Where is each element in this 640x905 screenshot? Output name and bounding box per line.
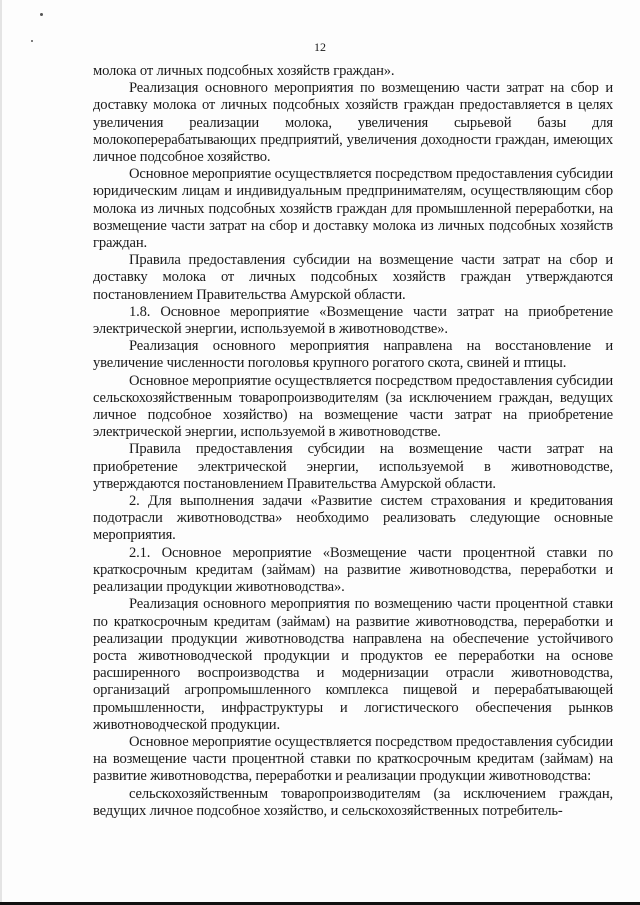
scan-speck bbox=[40, 13, 43, 16]
paragraph: Основное мероприятие осуществляется посредством предоставления субсидии сельскохозяйственным товаропроизводителям (за исключением граждан, ведущих личное подсобное хозяйство) на возмещение части затрат на приобретение электрической энергии, используемой в животноводстве. bbox=[93, 372, 613, 441]
scan-left-edge bbox=[0, 0, 2, 905]
paragraph: Основное мероприятие осуществляется посредством предоставления субсидии юридическим лицам и индивидуальным предпринимателям, осуществляющим сбор молока из личных подсобных хозяйств граждан для промышленной переработки, на возмещение части затрат на сбор и доставку молока из личных подсобных хозяйств граждан. bbox=[93, 166, 613, 252]
paragraph: Правила предоставления субсидии на возмещение части затрат на сбор и доставку молока от личных подсобных хозяйств граждан утверждаются постановлением Правительства Амурской области. bbox=[93, 252, 613, 303]
paragraph: 1.8. Основное мероприятие «Возмещение части затрат на приобретение электрической энергии, используемой в животноводстве». bbox=[93, 303, 613, 338]
paragraph: Реализация основного мероприятия направлена на восстановление и увеличение численности поголовья крупного рогатого скота, свиней и птицы. bbox=[93, 338, 613, 372]
paragraph: Основное мероприятие осуществляется посредством предоставления субсидии на возмещение части процентной ставки по краткосрочным кредитам (займам) на развитие животноводства, переработки и реализации продукции животноводства: bbox=[93, 733, 613, 785]
paragraph: Реализация основного мероприятия по возмещению части затрат на сбор и доставку молока от личных подсобных хозяйств граждан предоставляется в целях увеличения реализации молока, увеличения сырьевой базы для молокоперерабатывающих предприятий, увеличения доходности граждан, имеющих личное подсобное хозяйство. bbox=[93, 80, 613, 166]
paragraph: сельскохозяйственным товаропроизводителям (за исключением граждан, ведущих личное подсобное хозяйство, и сельскохозяйственных потребитель- bbox=[93, 785, 613, 819]
paragraph: молока от личных подсобных хозяйств граждан». bbox=[93, 63, 395, 79]
page-number: 12 bbox=[314, 40, 326, 54]
paragraph: 2.1. Основное мероприятие «Возмещение части процентной ставки по краткосрочным кредитам (займам) на развитие животноводства, переработки и реализации продукции животноводства». bbox=[93, 544, 613, 596]
paragraph: 2. Для выполнения задачи «Развитие систем страхования и кредитования подотрасли животноводства» необходимо реализовать следующие основные мероприятия. bbox=[93, 493, 613, 544]
paragraph: Правила предоставления субсидии на возмещение части затрат на приобретение электрической энергии, используемой в животноводстве, утверждаются постановлением Правительства Амурской области. bbox=[93, 441, 613, 492]
paragraph: Реализация основного мероприятия по возмещению части процентной ставки по краткосрочным кредитам (займам) на развитие животноводства, переработки и реализации продукции животноводства направлена на обеспечение устойчивого роста животноводческой продукции и продуктов ее переработки на основе расширенного воспроизводства и модернизации отрасли животноводства, организаций агропромышленного комплекса пищевой и перерабатывающей промышленности, инфраструктуры и логистического обеспечения рынков животноводческой продукции. bbox=[93, 596, 613, 733]
document-body bbox=[93, 63, 613, 820]
